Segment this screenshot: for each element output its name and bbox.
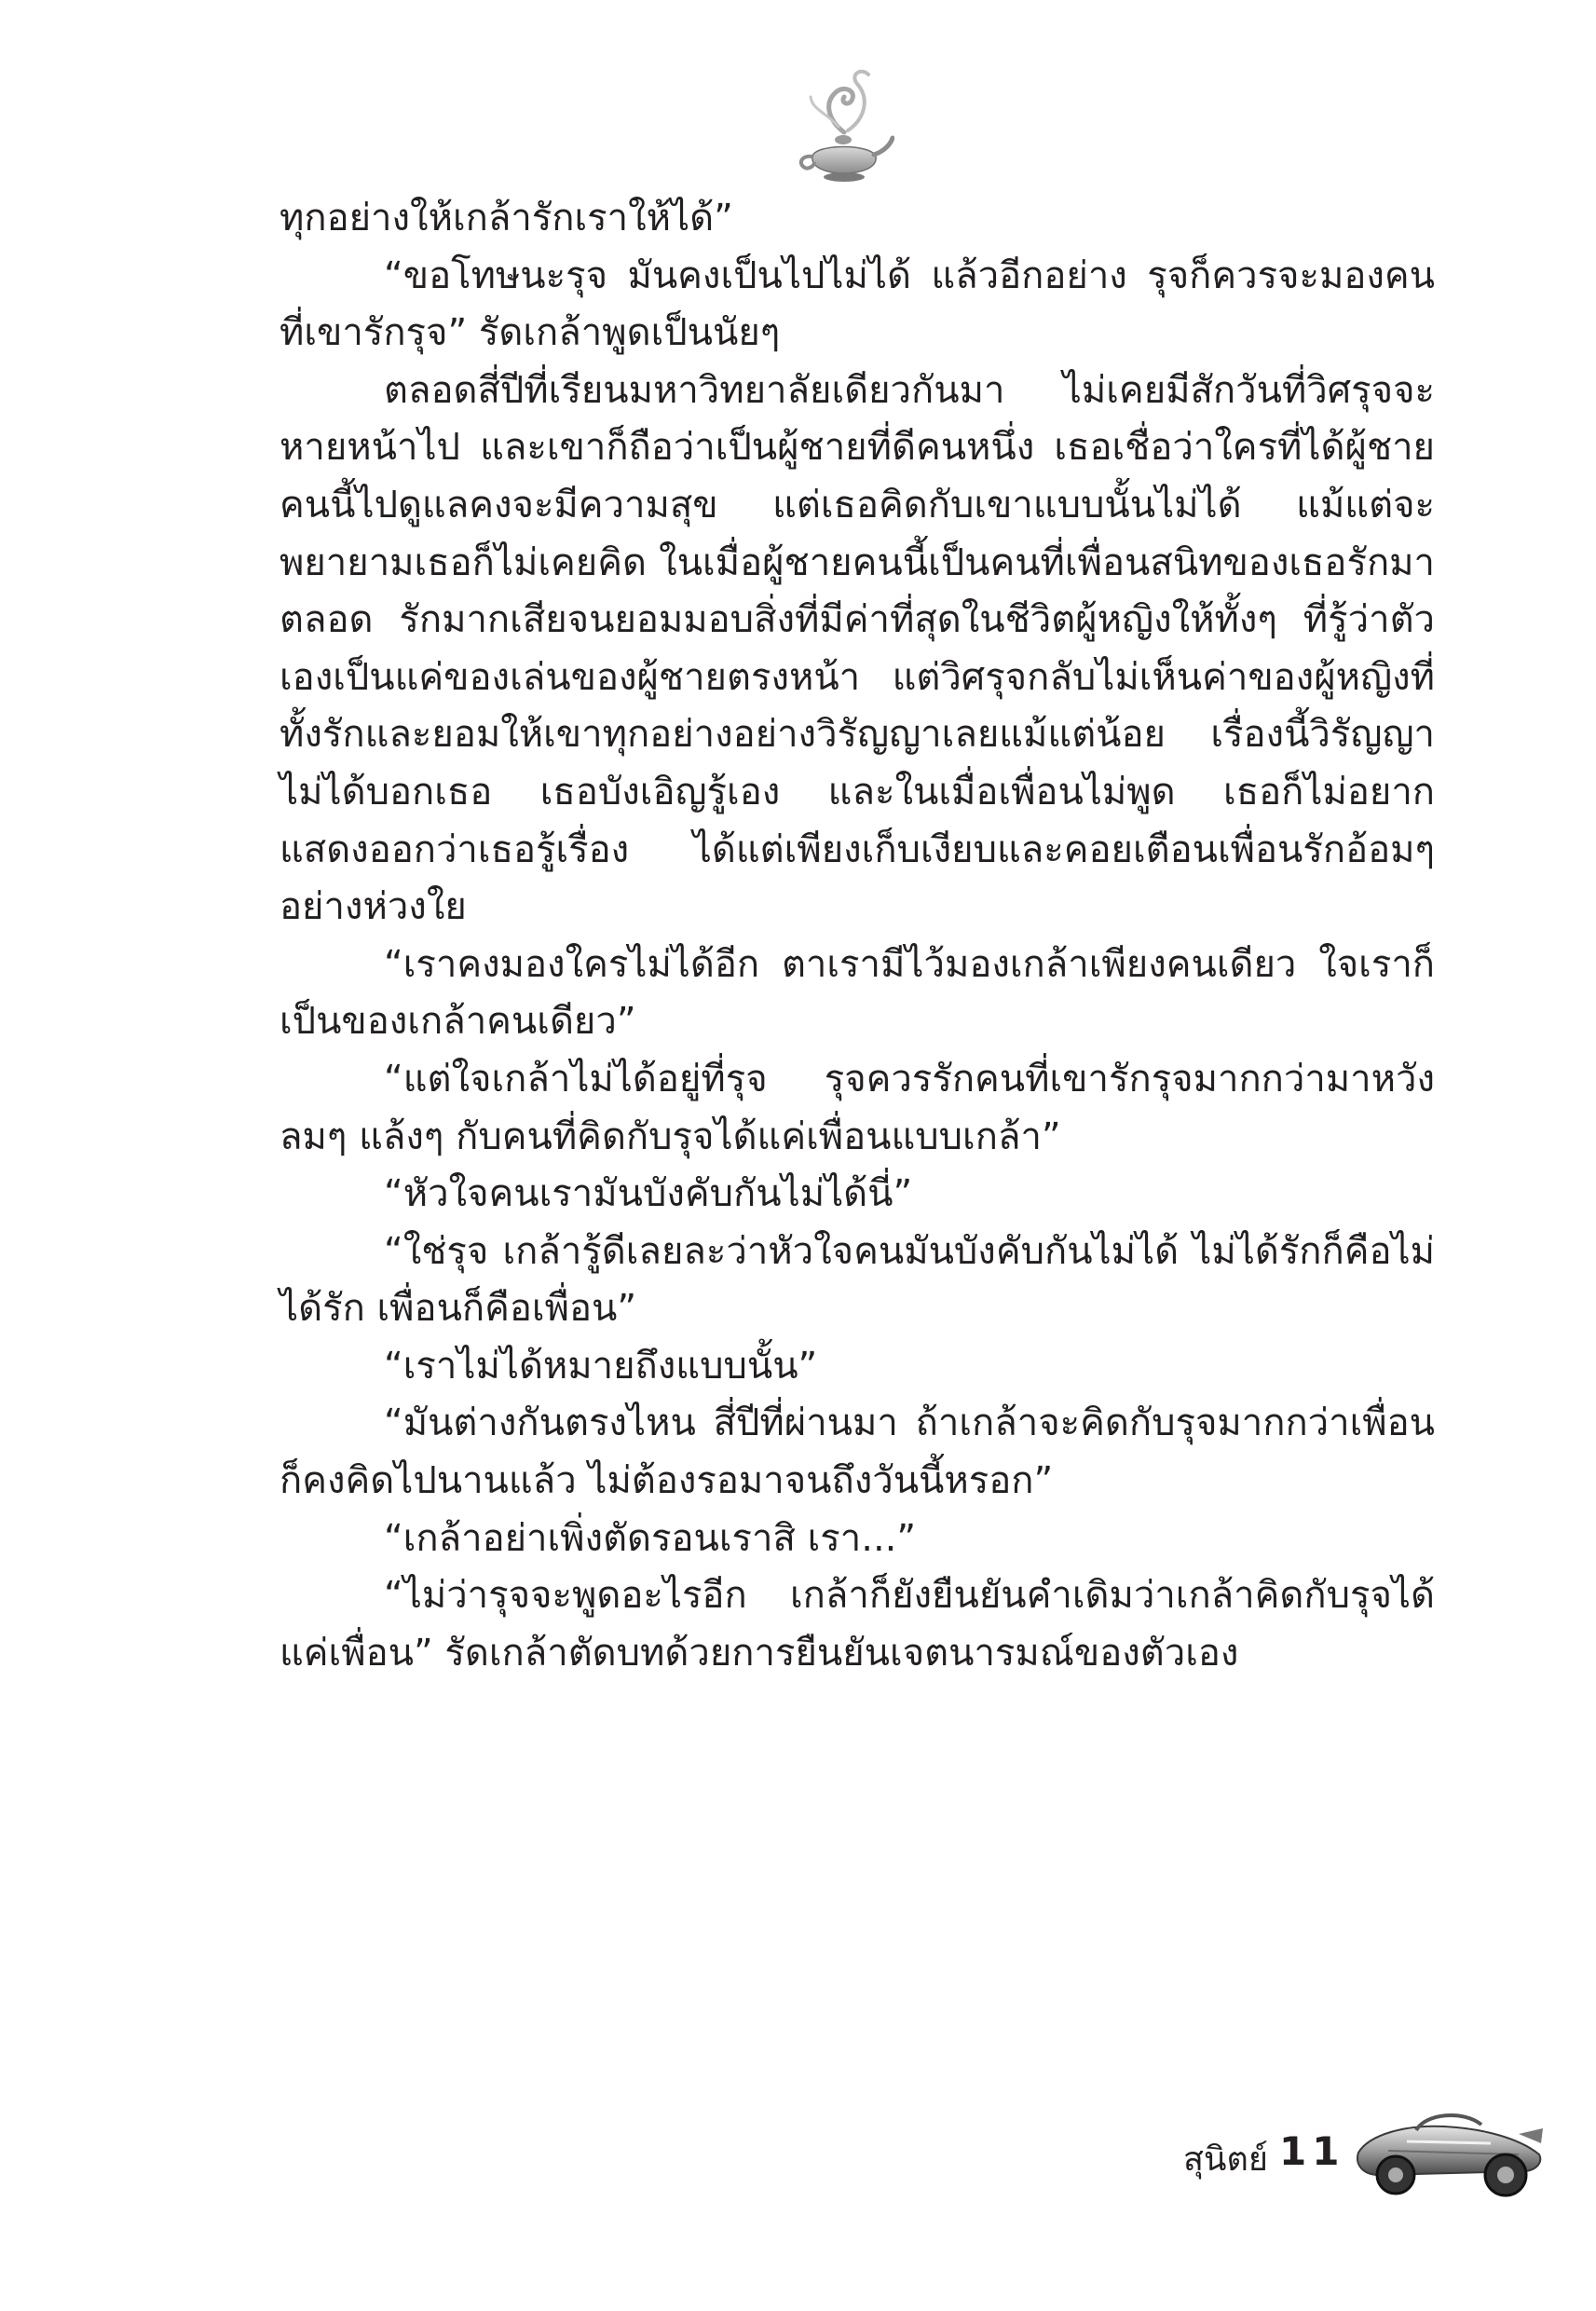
paragraph: “แต่ใจเกล้าไม่ได้อยู่ที่รุจ รุจควรรักคนที่เขารักรุจมากกว่ามาหวังลมๆ แล้งๆ กับคนที่คิดกับรุจได้แค่เพื่อนแบบเกล้า” (280, 1057, 1435, 1158)
paragraph: “ไม่ว่ารุจจะพูดอะไรอีก เกล้าก็ยังยืนยันคำเดิมว่าเกล้าคิดกับรุจได้แค่เพื่อน” รัดเกล้าตัดบทด้วยการยืนยันเจตนารมณ์ของตัวเอง (280, 1574, 1435, 1675)
paragraph: “เกล้าอย่าเพิ่งตัดรอนเราสิ เรา...” (384, 1516, 917, 1560)
paragraph: ตลอดสี่ปีที่เรียนมหาวิทยาลัยเดียวกันมา ไม่เคยมีสักวันที่วิศรุจจะหายหน้าไป และเขาก็ถือว่าเป็นผู้ชายที่ดีคนหนึ่ง เธอเชื่อว่าใครที่ได้ผู้ชายคนนี้ไปดูแลคงจะมีความสุข แต่เธอคิดกับเขาแบบนั้นไม่ได้ แม้แต่จะพยายามเธอก็ไม่เคยคิด ในเมื่อผู้ชายคนนี้เป็นคนที่เพื่อนสนิทของเธอรักมาตลอด รักมากเสียจนยอมมอบสิ่งที่มีค่าที่สุดในชีวิตผู้หญิงให้ทั้งๆ ที่รู้ว่าตัวเองเป็นแค่ของเล่นของผู้ชายตรงหน้า แต่วิศรุจกลับไม่เห็นค่าของผู้หญิงที่ทั้งรักและยอมให้เขาทุกอย่างอย่างวิรัญญาเลยแม้แต่น้อย เรื่องนี้วิรัญญาไม่ได้บอกเธอ เธอบังเอิญรู้เอง และในเมื่อเพื่อนไม่พูด เธอก็ไม่อยากแสดงออกว่าเธอรู้เรื่อง ได้แต่เพียงเก็บเงียบและคอยเตือนเพื่อนรักอ้อมๆ อย่างห่วงใย (280, 368, 1435, 929)
paragraph: “หัวใจคนเรามันบังคับกันไม่ได้นี่” (384, 1172, 913, 1216)
race-car-icon (1351, 2097, 1547, 2204)
author-name: สุนิตย์ (1182, 2140, 1268, 2179)
paragraph: “ใช่รุจ เกล้ารู้ดีเลยละว่าหัวใจคนมันบังคับกันไม่ได้ ไม่ได้รักก็คือไม่ได้รัก เพื่อนก็คือเพื่อน” (280, 1229, 1435, 1331)
paragraph: “มันต่างกันตรงไหน สี่ปีที่ผ่านมา ถ้าเกล้าจะคิดกับรุจมากกว่าเพื่อนก็คงคิดไปนานแล้ว ไม่ต้องรอมาจนถึงวันนี้หรอก” (280, 1402, 1435, 1503)
paragraph: “เราไม่ได้หมายถึงแบบนั้น” (384, 1344, 818, 1388)
page-number: 11 (1279, 2128, 1345, 2174)
page-footer (0, 2097, 1596, 2236)
body-text (280, 190, 1435, 1682)
paragraph: ทุกอย่างให้เกล้ารักเราให้ได้” (280, 197, 733, 239)
paragraph: “เราคงมองใครไม่ได้อีก ตาเรามีไว้มองเกล้าเพียงคนเดียว ใจเราก็เป็นของเกล้าคนเดียว” (280, 942, 1435, 1044)
paragraph: “ขอโทษนะรุจ มันคงเป็นไปไม่ได้ แล้วอีกอย่าง รุจก็ควรจะมองคนที่เขารักรุจ” รัดเกล้าพูดเป็นนัยๆ (280, 253, 1435, 355)
genie-lamp-icon (792, 65, 894, 186)
